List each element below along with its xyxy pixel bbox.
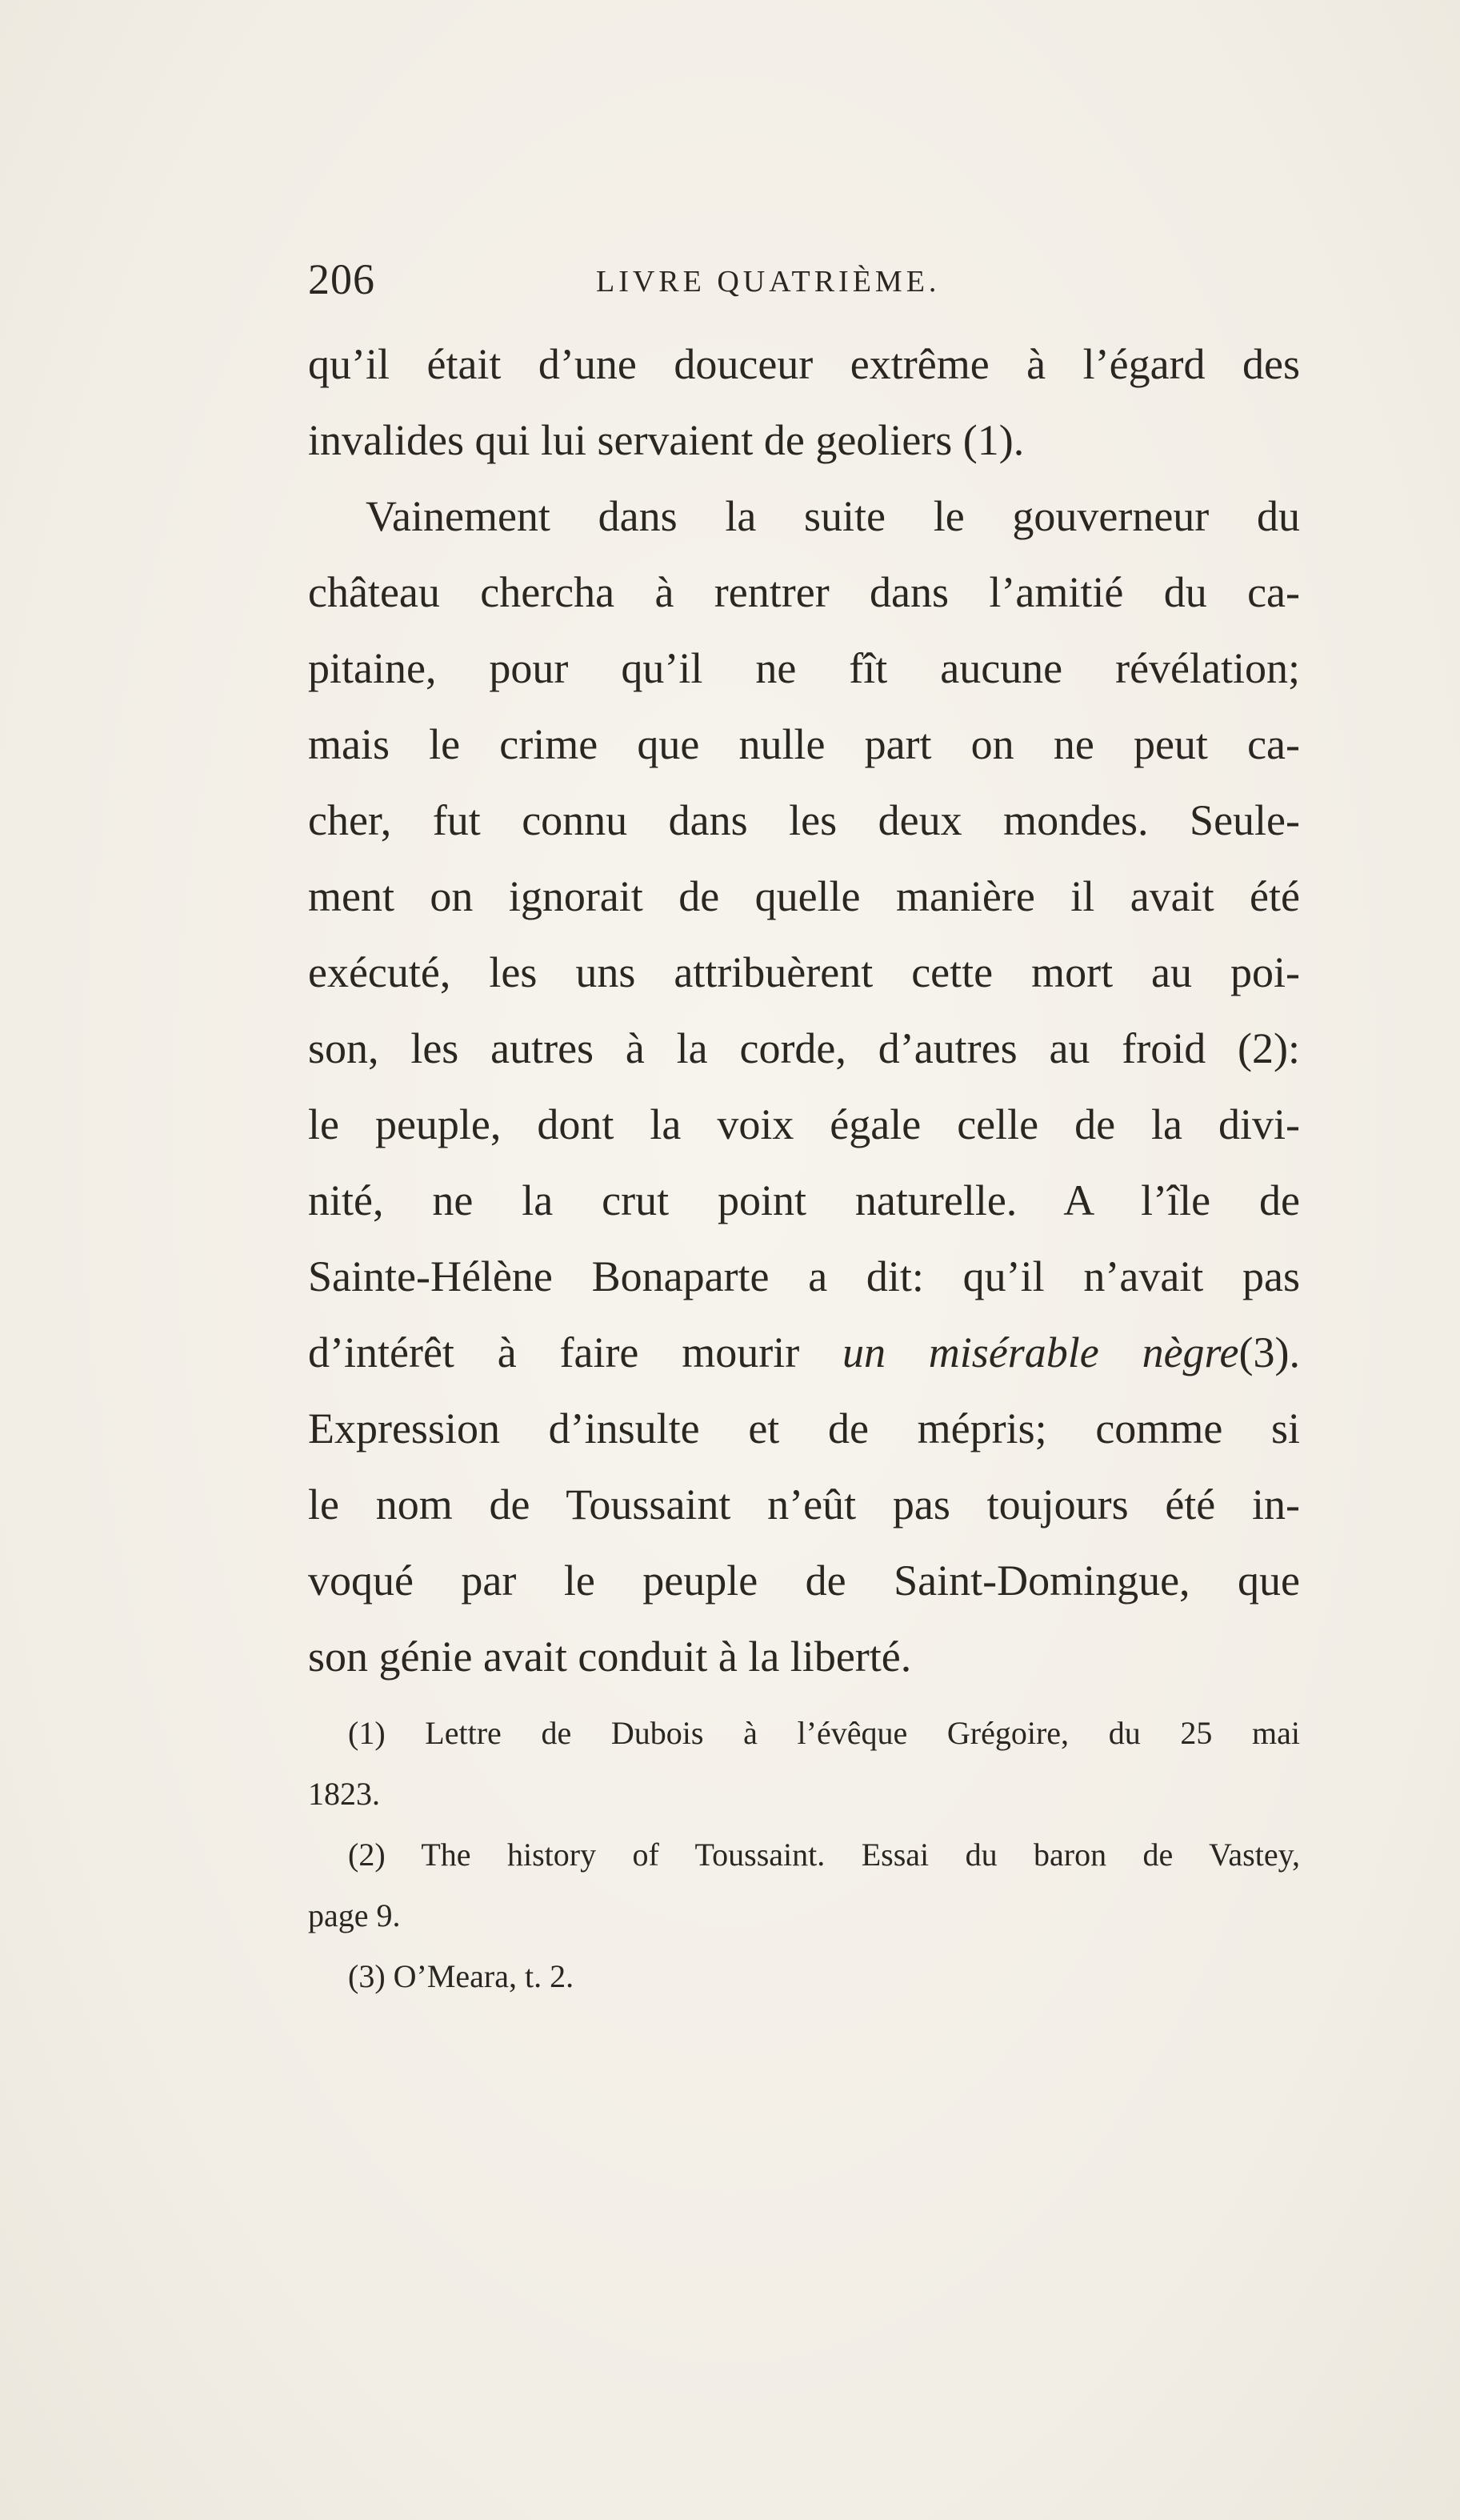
text-line: invalides qui lui servaient de geoliers (1).: [308, 416, 1025, 464]
page-number: 206: [308, 255, 375, 303]
footnote-1-continuation: 1823.: [308, 1776, 380, 1812]
text-line: son, les autres à la corde, d’autres au froid (2):: [308, 1024, 1300, 1072]
text-line: le nom de Toussaint n’eût pas toujours été in-: [308, 1480, 1300, 1528]
text-line: mais le crime que nulle part on ne peut ca-: [308, 720, 1300, 768]
text-line: le peuple, dont la voix égale celle de la divi-: [308, 1100, 1300, 1148]
text-line: nité, ne la crut point naturelle. A l’île de: [308, 1176, 1300, 1224]
text-line: cher, fut connu dans les deux mondes. Seule-: [308, 796, 1300, 844]
running-title: LIVRE QUATRIÈME.: [596, 265, 941, 298]
text-line: Sainte-Hélène Bonaparte a dit: qu’il n’avait pas: [308, 1252, 1300, 1300]
footnote-1: (1) Lettre de Dubois à l’évêque Grégoire, du 25 mai: [348, 1715, 1300, 1751]
footnote-ref: (3).: [1238, 1328, 1300, 1376]
text-line: pitaine, pour qu’il ne fît aucune révélation;: [308, 644, 1300, 692]
footnote-2: (2) The history of Toussaint. Essai du baron de Vastey,: [348, 1837, 1300, 1873]
text-line: Expression d’insulte et de mépris; comme si: [308, 1404, 1300, 1452]
main-text: [308, 327, 1300, 1695]
text-line-with-italic: [308, 1315, 1300, 1391]
text-line: voqué par le peuple de Saint-Domingue, que: [308, 1556, 1300, 1605]
italic-phrase: un misérable nègre: [842, 1328, 1239, 1376]
footnote-2-continuation: page 9.: [308, 1897, 401, 1933]
text-line: qu’il était d’une douceur extrême à l’égard des: [308, 340, 1300, 388]
footnotes: [308, 1703, 1300, 2007]
text-line: château chercha à rentrer dans l’amitié du ca-: [308, 568, 1300, 616]
text-line: Vainement dans la suite le gouverneur du: [366, 492, 1300, 540]
text-line: ment on ignorait de quelle manière il avait été: [308, 872, 1300, 920]
footnote-3: (3) O’Meara, t. 2.: [348, 1958, 574, 1994]
text-fragment: d’intérêt à faire mourir: [308, 1328, 800, 1376]
text-line: exécuté, les uns attribuèrent cette mort au poi-: [308, 948, 1300, 996]
page-header: [308, 254, 1300, 310]
text-line: son génie avait conduit à la liberté.: [308, 1633, 912, 1681]
